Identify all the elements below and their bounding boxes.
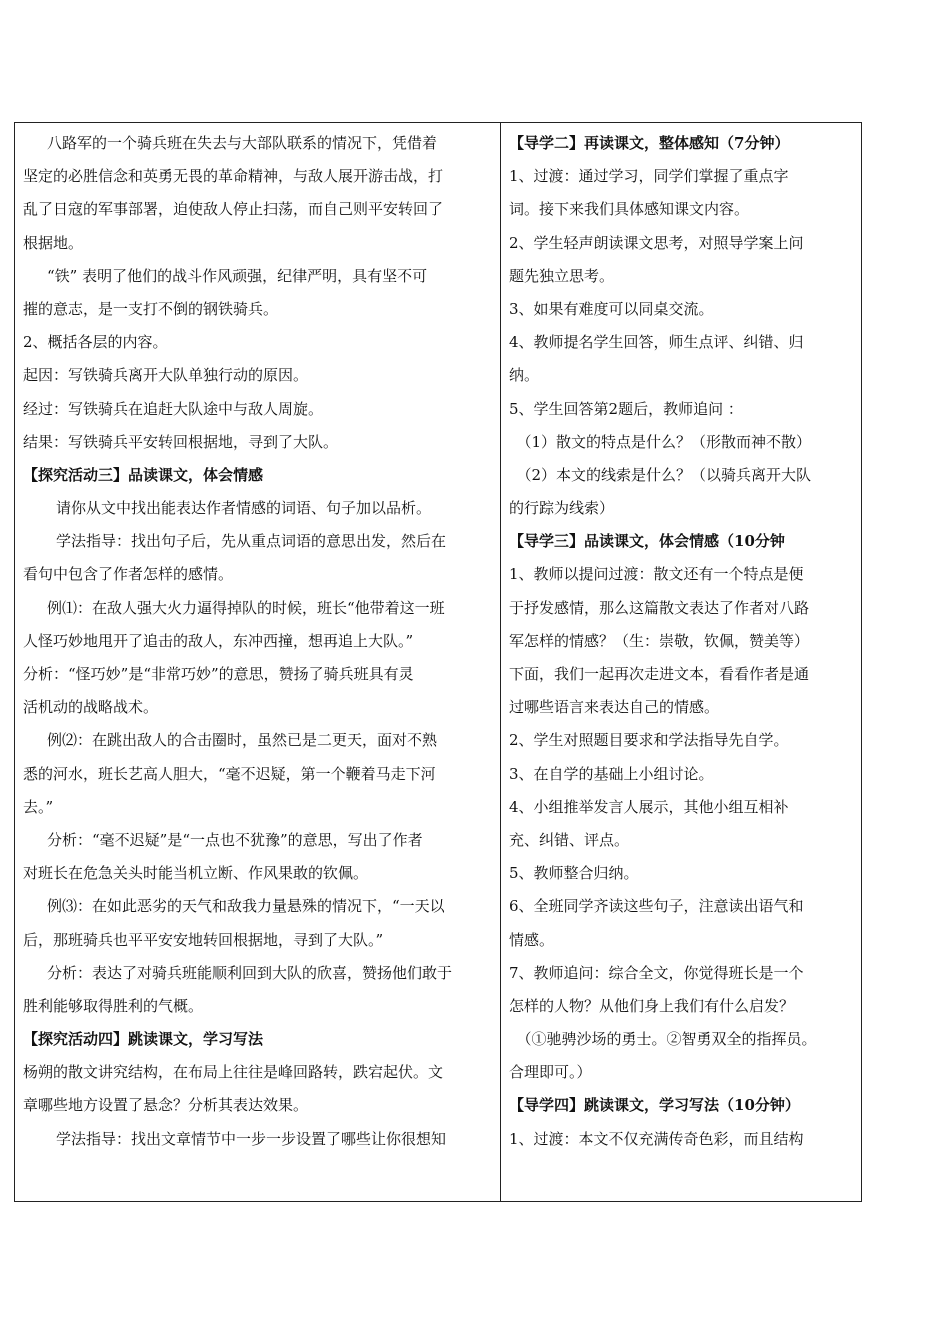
right-text-line: 纳。 <box>509 366 540 385</box>
left-text-line: 分析：表达了对骑兵班能顺利回到大队的欣喜，赞扬他们敢于 <box>47 963 453 982</box>
table-row <box>15 123 862 1202</box>
right-text-line: 4、教师提名学生回答，师生点评、纠错、归 <box>509 333 804 352</box>
right-text-line: 题先独立思考。 <box>509 266 615 285</box>
left-text-line: 学法指导：找出文章情节中一步一步设置了哪些让你很想知 <box>56 1129 447 1148</box>
right-text-line: 3、在自学的基础上小组讨论。 <box>509 764 714 783</box>
left-text-line: 悉的河水，班长艺高人胆大，“毫不迟疑，第一个鞭着马走下河 <box>23 764 436 783</box>
left-text-line: 2、概括各层的内容。 <box>23 333 168 352</box>
right-section-heading: 【导学二】再读课文，整体感知（7分钟） <box>509 134 790 152</box>
left-text-line: 根据地。 <box>23 233 84 252</box>
left-text-line: 经过：写铁骑兵在追赶大队途中与敌人周旋。 <box>23 399 324 418</box>
left-section-heading: 【探究活动四】跳读课文，学习写法 <box>23 1030 264 1049</box>
left-text-line: 请你从文中找出能表达作者情感的词语、句子加以品析。 <box>56 499 432 518</box>
right-text-line: 词。接下来我们具体感知课文内容。 <box>509 200 750 219</box>
left-text-line: 人怪巧妙地甩开了追击的敌人，东冲西撞，想再追上大队。” <box>23 631 414 650</box>
right-text-line: 怎样的人物？从他们身上我们有什么启发？ <box>509 996 795 1015</box>
left-text-line: 分析：“毫不迟疑”是“一点也不犹豫”的意思，写出了作者 <box>47 830 423 849</box>
lesson-plan-table <box>14 122 862 1202</box>
left-text-line: “铁” 表明了他们的战斗作风顽强，纪律严明，具有坚不可 <box>47 266 428 285</box>
left-section-heading: 【探究活动三】品读课文，体会情感 <box>23 465 264 484</box>
left-text-line: 八路军的一个骑兵班在失去与大部队联系的情况下，凭借着 <box>47 134 438 152</box>
left-text-line: 例⑵：在跳出敌人的合击圈时，虽然已是二更天，面对不熟 <box>47 731 438 750</box>
left-text-line: 看句中包含了作者怎样的感情。 <box>23 565 234 584</box>
right-text-line: 1、过渡：通过学习，同学们掌握了重点字 <box>509 167 789 186</box>
left-text-line: 起因：写铁骑兵离开大队单独行动的原因。 <box>23 366 309 385</box>
right-text-line: 7、教师追问：综合全文，你觉得班长是一个 <box>509 963 804 982</box>
left-text-line: 对班长在危急关头时能当机立断、作风果敢的钦佩。 <box>23 864 369 883</box>
left-text-line: 杨朔的散文讲究结构，在布局上往往是峰回路转，跌宕起伏。文 <box>23 1063 444 1082</box>
left-text-line: 后，那班骑兵也平平安安地转回根据地，寻到了大队。” <box>23 930 384 949</box>
right-text-line: （1）散文的特点是什么？（形散而神不散） <box>516 432 812 451</box>
left-text-line: 分析：“怪巧妙”是“非常巧妙”的意思，赞扬了骑兵班具有灵 <box>23 665 414 683</box>
left-text-line: 乱了日寇的军事部署，迫使敌人停止扫荡，而自己则平安转回了 <box>23 200 444 219</box>
right-text-line: 情感。 <box>509 930 555 949</box>
right-text-line: 过哪些语言来表达自己的情感。 <box>509 698 720 717</box>
right-text-line: 军怎样的情感？（生：崇敬，钦佩，赞美等） <box>509 631 810 650</box>
left-text-line: 胜利能够取得胜利的气概。 <box>23 996 204 1015</box>
right-text-line: 1、教师以提问过渡：散文还有一个特点是便 <box>509 565 804 584</box>
right-text-line: （2）本文的线索是什么？（以骑兵离开大队 <box>516 465 812 484</box>
right-text-line: 合理即可。） <box>509 1063 592 1082</box>
right-text-line: 6、全班同学齐读这些句子，注意读出语气和 <box>509 897 804 916</box>
left-text-line: 例⑶：在如此恶劣的天气和敌我力量悬殊的情况下，“一天以 <box>47 897 445 916</box>
left-text-line: 章哪些地方设置了悬念？分析其表达效果。 <box>23 1096 309 1115</box>
left-text-line: 去。” <box>23 797 54 816</box>
right-text-line: 5、教师整合归纳。 <box>509 864 639 883</box>
left-text-line: 活机动的战略战术。 <box>23 698 159 717</box>
left-text-line: 坚定的必胜信念和英勇无畏的革命精神，与敌人展开游击战，打 <box>23 167 444 186</box>
right-text-line: 下面，我们一起再次走进文本，看看作者是通 <box>509 665 810 683</box>
left-text-line: 学法指导：找出句子后，先从重点词语的意思出发，然后在 <box>56 532 447 551</box>
right-text-line: 2、学生轻声朗读课文思考，对照导学案上问 <box>509 233 804 252</box>
right-text-line: 的行踪为线索） <box>509 499 615 518</box>
right-text-line: 充、纠错、评点。 <box>509 830 630 849</box>
right-section-heading: 【导学三】品读课文，体会情感（10分钟 <box>509 532 785 551</box>
right-text-line: 5、学生回答第2题后，教师追问 ： <box>509 399 743 418</box>
right-section-heading: 【导学四】跳读课文，学习写法（10分钟） <box>509 1096 800 1115</box>
right-text-line: 于抒发感情，那么这篇散文表达了作者对八路 <box>509 598 810 617</box>
right-text-line: （①驰骋沙场的勇士。②智勇双全的指挥员。 <box>516 1030 817 1049</box>
student-activity-column <box>15 123 501 1202</box>
left-text-line: 结果：写铁骑兵平安转回根据地，寻到了大队。 <box>23 432 339 451</box>
right-text-line: 4、小组推举发言人展示，其他小组互相补 <box>509 797 789 816</box>
left-text-line: 摧的意志，是一支打不倒的钢铁骑兵。 <box>23 299 279 318</box>
teacher-guidance-column <box>501 123 862 1202</box>
right-text-line: 3、如果有难度可以同桌交流。 <box>509 299 714 318</box>
left-text-line: 例⑴：在敌人强大火力逼得掉队的时候，班长“他带着这一班 <box>47 598 445 617</box>
right-text-line: 1、过渡：本文不仅充满传奇色彩，而且结构 <box>509 1129 804 1148</box>
right-text-line: 2、学生对照题目要求和学法指导先自学。 <box>509 731 789 750</box>
